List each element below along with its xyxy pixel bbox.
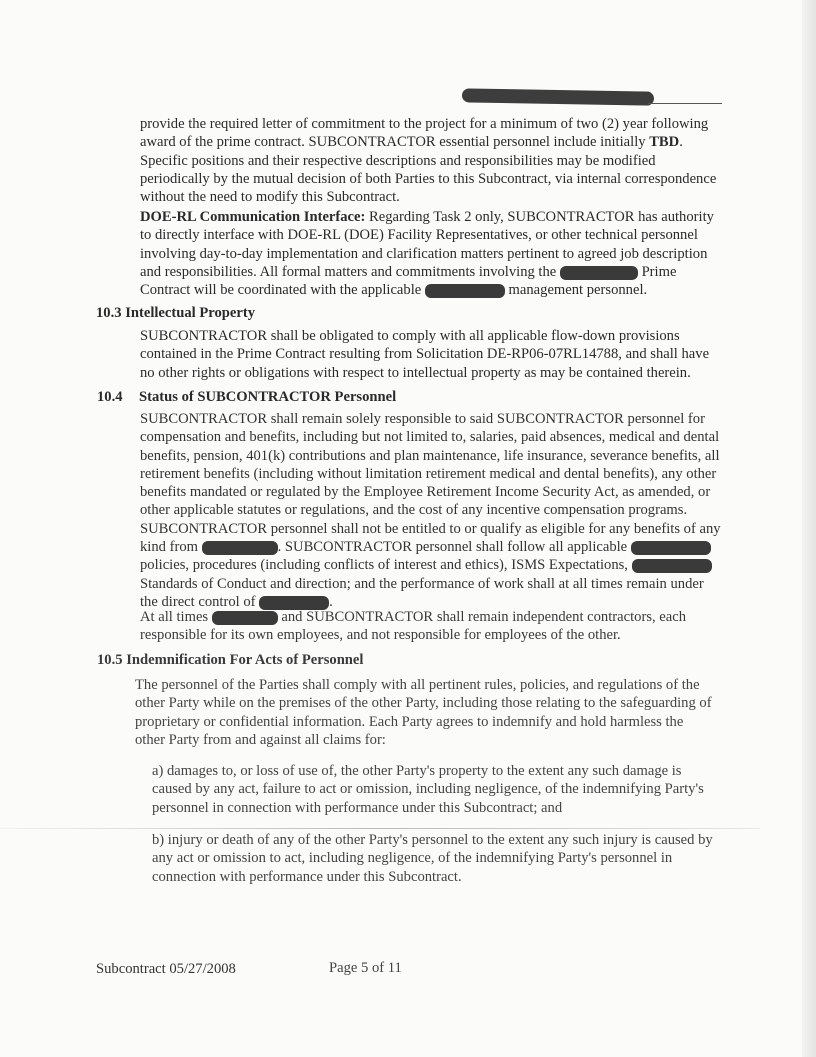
redaction-mark bbox=[425, 284, 505, 298]
paragraph-indemnification: The personnel of the Parties shall comply with all pertinent rules, policies, and regulations of the other Party while on the premises of the other Party, including those relating to the safeguarding of proprietary or confidential information. Each Party agrees to indemnify and hold harmless the other Party from and against all claims for: bbox=[135, 677, 712, 748]
paragraph-intellectual-property: SUBCONTRACTOR shall be obligated to comply with all applicable flow-down provisions contained in the Prime Contract resulting from Solicitation DE-RP06-07RL14788, and shall have no other rights or obligations with respect to intellectual property as may be contained therein. bbox=[140, 328, 710, 381]
paragraph-item-b: b) injury or death of any of the other Party's personnel to the extent any such injury is caused by any act or omission to act, including negligence, of the indemnifying Party's personnel in connection with performance under this Subcontract. bbox=[152, 832, 713, 885]
paragraph-text: At all times bbox=[140, 609, 212, 625]
paragraph-text: Prime Contract will be coordinated with the applicable bbox=[140, 263, 677, 299]
redaction-mark bbox=[631, 541, 711, 555]
section-heading-10-4 bbox=[97, 389, 396, 406]
paragraph-personnel-status bbox=[140, 410, 725, 611]
redaction-mark bbox=[560, 266, 638, 280]
redaction-mark bbox=[202, 541, 278, 555]
paragraph-text: management personnel. bbox=[504, 282, 648, 299]
scan-artifact-line bbox=[0, 828, 760, 829]
paragraph-text: policies, procedures (including conflicts of interest and ethics), ISMS Expectations, bbox=[140, 557, 632, 574]
footer-page-number: Page 5 of 11 bbox=[329, 960, 402, 976]
redaction-mark bbox=[212, 611, 278, 625]
section-title: Status of SUBCONTRACTOR Personnel bbox=[139, 389, 397, 405]
paragraph-text: Regarding Task 2 only, SUBCONTRACTOR has authority to directly interface with DOE-RL (DOE) Facility Representatives, or other technical personnel involving day-to-day implementation and clarification matters pertinent to agreed job description and responsibilities. All formal matters and commitments involving the bbox=[140, 209, 714, 280]
header-rule bbox=[648, 103, 722, 104]
paragraph-label: DOE-RL Communication Interface: bbox=[140, 209, 366, 225]
paragraph-independent-contractors bbox=[140, 608, 725, 645]
paragraph-item-a: a) damages to, or loss of use of, the other Party's property to the extent any such damage is caused by any act, failure to act or omission, including negligence, of the indemnifying Party's personnel in connection with performance under this Subcontract; and bbox=[152, 763, 704, 816]
paragraph-text: . bbox=[329, 593, 333, 610]
scan-edge bbox=[802, 0, 816, 1057]
redaction-mark bbox=[632, 559, 712, 573]
section-number: 10.4 bbox=[97, 389, 123, 405]
paragraph-text: SUBCONTRACTOR shall remain solely responsible to said SUBCONTRACTOR personnel for compensation and benefits, including but not limited to, salaries, paid absences, medical and dental benefits, pension, 401(k) contributions and plan maintenance, life insurance, severance benefits, all retirement benefits (including without limitation retirement medical and dental benefits), any other benefits mandated or regulated by the Employee Retirement Income Security Act, as amended, or other applicable statutes or regulations, and the cost of any incentive compensation programs. SUBCONTRACTOR personnel shall not be entitled to or qualify as eligible for any benefits of any kind from bbox=[140, 411, 721, 556]
section-heading-10-5: 10.5 Indemnification For Acts of Personnel bbox=[97, 652, 364, 668]
paragraph-personnel-commitment bbox=[140, 115, 725, 206]
paragraph-text: . Specific positions and their respective descriptions and responsibilities may be modified periodically by the mutual decision of both Parties to this Subcontract, via internal correspondence without the need to modify this Subcontract. bbox=[140, 134, 717, 206]
paragraph-text: . SUBCONTRACTOR personnel shall follow all applicable bbox=[277, 539, 631, 556]
paragraph-text: Standards of Conduct and direction; and the performance of work shall at all times remain under the direct control of bbox=[140, 575, 704, 610]
redaction-mark bbox=[462, 88, 654, 105]
paragraph-text: provide the required letter of commitment to the project for a minimum of two (2) year following award of the prime contract. SUBCONTRACTOR essential personnel include initially bbox=[140, 116, 709, 151]
section-heading-10-3: 10.3 Intellectual Property bbox=[96, 305, 256, 321]
bold-tbd: TBD bbox=[649, 134, 680, 151]
paragraph-text: and SUBCONTRACTOR shall remain independent contractors, each responsible for its own employees, and not responsible for employees of the other. bbox=[140, 609, 687, 644]
paragraph-doe-rl-interface bbox=[140, 208, 725, 299]
footer-document-date: Subcontract 05/27/2008 bbox=[96, 961, 236, 977]
